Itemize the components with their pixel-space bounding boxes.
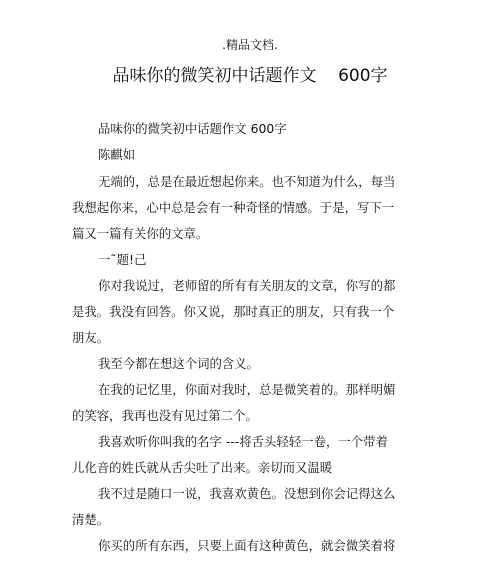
header-note: .精品文档. xyxy=(222,38,278,52)
subtitle-line: 品味你的微笑初中话题作文 600字 xyxy=(98,121,287,136)
paragraph-line: 是我。我没有回答。你又说，那时真正的朋友，只有我一个 xyxy=(72,304,395,319)
paragraph-line: 在我的记忆里，你面对我时，总是微笑着的。那样明媚 xyxy=(98,382,396,397)
paragraph-line: 你对我说过，老师留的所有有关朋友的文章，你写的都 xyxy=(98,278,396,293)
paragraph-line: 我不过是随口一说，我喜欢黄色。没想到你会记得这么 xyxy=(98,486,396,501)
paragraph-line: 你买的所有东西，只要上面有这种黄色，就会微笑着将 xyxy=(98,538,396,553)
paragraph-line: 一˜题!己 xyxy=(98,252,147,267)
paragraph-line: 我想起你来，心中总是会有一种奇怪的情感。于是，写下一 xyxy=(72,200,395,215)
paragraph-line: 清楚。 xyxy=(72,512,110,527)
author-line: 陈麒如 xyxy=(98,147,136,162)
paragraph-line: 儿化音的姓氏就从舌尖吐了出来。亲切而又温暖 xyxy=(72,460,333,475)
paragraph-line: 篇又一篇有关你的文章。 xyxy=(72,226,209,241)
paragraph-line: 的笑容，我再也没有见过第二个。 xyxy=(72,408,258,423)
document-title: 品味你的微笑初中话题作文 600字 xyxy=(112,66,388,86)
paragraph-line: 朋友。 xyxy=(72,330,110,345)
paragraph-line: 无端的，总是在最近想起你来。也不知道为什么，每当 xyxy=(98,174,396,189)
paragraph-line: 我喜欢听你叫我的名字 ---将舌头轻轻一卷，一个带着 xyxy=(98,434,388,449)
paragraph-line: 我至今都在想这个词的含义。 xyxy=(98,356,260,371)
